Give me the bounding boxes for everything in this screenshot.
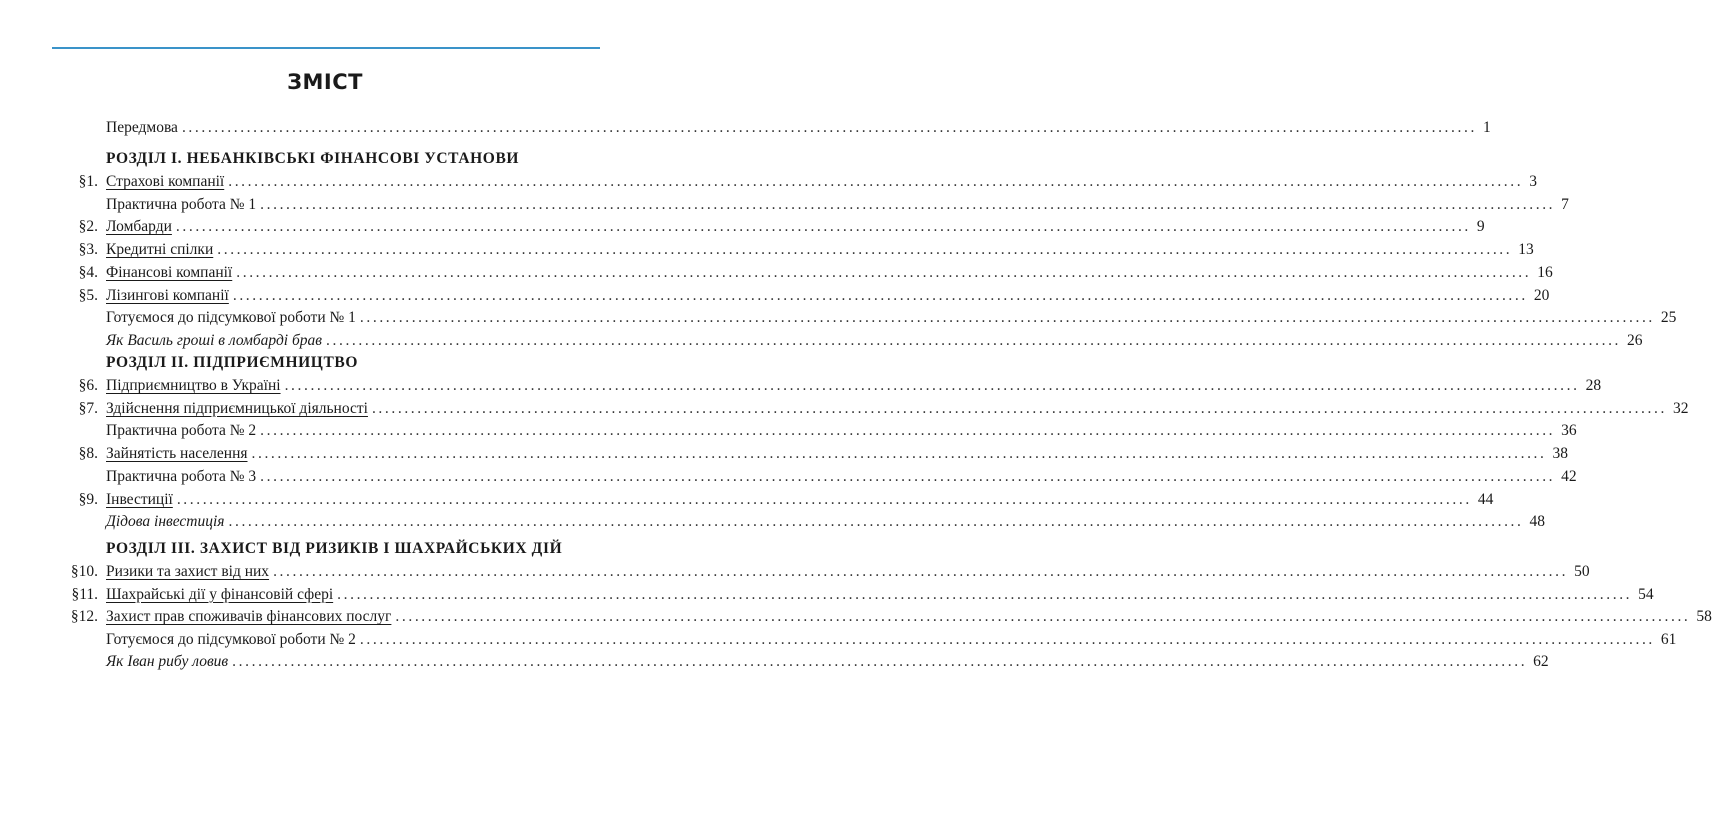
toc-number: §1. [78,173,98,190]
toc-label: Здійснення підприємницької діяльності [106,399,368,417]
dot-leader: ........................................................................................................................................................................................................ [232,653,1528,670]
toc-number: §8. [78,445,98,463]
dot-leader: ........................................................................................................................................................................................................ [217,241,1513,259]
toc-label: Лізингові компанії [106,286,229,304]
toc-page-number: 58 [1696,608,1712,625]
toc-page-number: 38 [1552,445,1568,463]
toc-label: Як Іван рибу ловив [106,653,229,670]
toc-row[interactable] [0,376,1602,396]
dot-leader: ........................................................................................................................................................................................................ [395,608,1691,625]
toc-number: §10. [70,563,98,580]
toc-row[interactable] [0,399,1689,419]
toc-page-number: 44 [1477,490,1494,508]
dot-leader: ........................................................................................................................................................................................................ [228,513,1524,531]
toc-row[interactable] [0,286,1550,306]
dot-leader: ........................................................................................................................................................................................................ [228,173,1524,190]
toc-row[interactable] [0,512,1545,532]
toc-number: §3. [78,241,98,259]
dot-leader: ........................................................................................................................................................................................................ [176,490,1472,508]
dot-leader: ........................................................................................................................................................................................................ [359,309,1655,327]
toc-row[interactable] [0,195,1569,215]
toc-row-preface[interactable] [0,118,1491,138]
toc-row[interactable] [0,263,1553,283]
toc-page-number: 50 [1574,563,1590,580]
toc-page-number: 25 [1660,309,1677,327]
dot-leader: ........................................................................................................................................................................................................ [326,331,1622,349]
toc-row[interactable] [0,607,1712,627]
toc-label: Дідова інвестиція [106,513,225,531]
dot-leader: ........................................................................................................................................................................................................ [260,422,1556,440]
toc-page-number: 28 [1585,377,1602,394]
toc-number: §6. [78,377,98,394]
toc-label: Практична робота № 3 [106,467,257,485]
toc-page-number: 1 [1482,119,1491,136]
dot-leader: ........................................................................................................................................................................................................ [232,286,1528,304]
toc-row[interactable] [0,490,1494,510]
toc-number: §4. [78,263,98,281]
dot-leader: ........................................................................................................................................................................................................ [260,195,1556,213]
dot-leader: ........................................................................................................................................................................................................ [175,218,1471,236]
toc-row[interactable] [0,652,1549,672]
dot-leader: ........................................................................................................................................................................................................ [337,585,1633,603]
toc-number: §7. [78,399,98,417]
toc-label: Підприємництво в Україні [106,377,281,394]
toc-page-number: 36 [1561,422,1577,440]
toc-number: §9. [78,490,98,508]
toc-page-number: 48 [1529,513,1545,531]
toc-label: Як Василь гроші в ломбарді брав [106,331,323,349]
toc-label: Зайнятість населення [106,445,248,463]
toc-row[interactable] [0,331,1643,351]
toc-page-number: 54 [1638,585,1654,603]
toc-number: §12. [70,608,98,625]
toc-page-number: 42 [1561,467,1577,485]
page-title: ЗМІСТ [287,70,363,94]
toc-label: Шахрайські дії у фінансовій сфері [106,585,334,603]
section-heading[interactable]: РОЗДІЛ II. ПІДПРИЄМНИЦТВО [106,354,358,371]
toc-label: Страхові компанії [106,173,225,190]
dot-leader: ........................................................................................................................................................................................................ [260,467,1556,485]
toc-label: Кредитні спілки [106,241,214,259]
toc-row[interactable] [0,172,1537,192]
dot-leader: ........................................................................................................................................................................................................ [181,119,1477,136]
toc-label: Фінансові компанії [106,263,233,281]
toc-number: §2. [78,218,98,236]
toc-label: Готуємося до підсумкової роботи № 1 [106,309,356,327]
toc-page-number: 62 [1533,653,1549,670]
toc-row[interactable] [0,217,1485,237]
toc-page-number: 3 [1529,173,1537,190]
dot-leader: ........................................................................................................................................................................................................ [236,263,1532,281]
toc-label: Інвестиції [106,490,173,508]
toc-page-number: 9 [1476,218,1485,236]
toc-page-number: 32 [1672,399,1689,417]
toc-row[interactable] [0,240,1534,260]
toc-number: §11. [71,585,98,603]
toc-page-number: 16 [1537,263,1553,281]
toc-number: §5. [78,286,98,304]
toc-label: Ризики та захист від них [106,563,270,580]
toc-row[interactable] [0,308,1677,328]
section-heading[interactable]: РОЗДІЛ III. ЗАХИСТ ВІД РИЗИКІВ І ШАХРАЙСЬКИХ ДІЙ [106,540,563,557]
top-rule [52,47,600,49]
toc-page-number: 61 [1660,630,1677,648]
toc-label: Готуємося до підсумкової роботи № 2 [106,630,356,648]
toc-label: Ломбарди [106,218,172,236]
dot-leader: ........................................................................................................................................................................................................ [284,377,1580,394]
toc-row[interactable] [0,585,1654,605]
section-heading[interactable]: РОЗДІЛ I. НЕБАНКІВСЬКІ ФІНАНСОВІ УСТАНОВИ [106,150,520,167]
toc-page-number: 13 [1518,241,1534,259]
toc-label: Практична робота № 1 [106,195,257,213]
toc-row[interactable] [0,467,1577,487]
toc-page-number: 26 [1627,331,1643,349]
toc-row[interactable] [0,444,1568,464]
dot-leader: ........................................................................................................................................................................................................ [371,399,1667,417]
toc-row[interactable] [0,562,1590,582]
dot-leader: ........................................................................................................................................................................................................ [273,563,1569,580]
toc-page-number: 7 [1561,195,1569,213]
toc-row[interactable] [0,421,1577,441]
toc-row[interactable] [0,630,1677,650]
toc-page-number: 20 [1533,286,1550,304]
toc-label: Захист прав споживачів фінансових послуг [106,608,392,625]
dot-leader: ........................................................................................................................................................................................................ [359,630,1655,648]
toc-label: Практична робота № 2 [106,422,257,440]
dot-leader: ........................................................................................................................................................................................................ [251,445,1547,463]
toc-label: Передмова [106,119,178,136]
